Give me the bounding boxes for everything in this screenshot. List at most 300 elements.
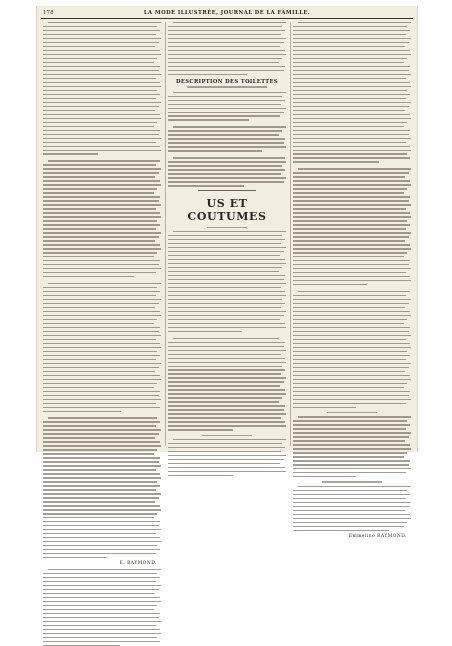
subsection-heading (293, 412, 411, 413)
text-line (43, 200, 159, 201)
text-line (293, 236, 409, 237)
text-line (43, 347, 161, 348)
text-line (43, 192, 154, 193)
text-line (293, 399, 411, 400)
text-line (48, 22, 161, 23)
text-line (43, 180, 160, 181)
text-line (168, 405, 285, 406)
description-text (168, 92, 286, 187)
text-line (168, 451, 281, 452)
text-line (173, 439, 286, 440)
text-line (293, 161, 379, 162)
text-line (43, 621, 161, 622)
article-text (293, 416, 411, 477)
text-line (168, 243, 281, 244)
article-text (43, 22, 161, 558)
text-line (293, 192, 404, 193)
text-line (43, 549, 160, 550)
text-line (293, 383, 407, 384)
text-line (43, 54, 161, 55)
text-line (43, 146, 160, 147)
text-line (43, 240, 155, 241)
text-line (168, 350, 286, 351)
text-line (43, 343, 160, 344)
text-line (43, 545, 157, 546)
text-line (293, 323, 404, 324)
text-line (43, 184, 161, 185)
text-line (168, 30, 285, 31)
text-line (43, 102, 161, 103)
text-line (168, 255, 280, 256)
text-line (293, 522, 407, 523)
text-line (43, 525, 159, 526)
text-line (168, 161, 286, 162)
text-line (293, 184, 411, 185)
text-line (293, 490, 407, 491)
text-line (293, 70, 409, 71)
text-line (293, 150, 411, 151)
text-line (293, 208, 406, 209)
text-line (293, 339, 406, 340)
text-line (293, 232, 411, 233)
text-line (293, 216, 411, 217)
text-line (43, 617, 159, 618)
text-line (168, 247, 286, 248)
text-line (48, 417, 158, 418)
text-line (43, 126, 154, 127)
text-line (168, 409, 284, 410)
text-line (168, 251, 284, 252)
text-line (168, 104, 281, 105)
text-line (293, 502, 411, 503)
text-line (293, 494, 410, 495)
text-line (168, 150, 262, 151)
text-line (293, 363, 411, 364)
text-line (43, 212, 160, 213)
text-line (168, 366, 282, 367)
text-line (43, 441, 160, 442)
text-line (43, 461, 159, 462)
text-line (43, 176, 155, 177)
text-line (168, 373, 281, 374)
text-line (43, 236, 159, 237)
text-line (43, 375, 160, 376)
text-line (168, 38, 286, 39)
text-line (168, 425, 286, 426)
text-line (168, 62, 279, 63)
text-line (298, 416, 411, 417)
text-line (293, 82, 410, 83)
text-line (43, 232, 161, 233)
text-line (43, 339, 156, 340)
text-line (43, 70, 159, 71)
text-line (293, 311, 410, 312)
text-line (168, 50, 285, 51)
text-line (43, 319, 157, 320)
text-line (43, 299, 161, 300)
text-line (293, 375, 410, 376)
text-line (293, 436, 409, 437)
text-line (168, 108, 286, 109)
text-line (293, 248, 411, 249)
text-line (43, 188, 157, 189)
text-line (168, 267, 282, 268)
text-line (43, 425, 156, 426)
text-line (43, 168, 161, 169)
text-line (293, 327, 410, 328)
text-line (168, 235, 282, 236)
text-line (293, 276, 410, 277)
text-line (298, 291, 410, 292)
text-line (293, 176, 405, 177)
text-line (43, 38, 161, 39)
text-line (168, 295, 286, 296)
text-line (168, 467, 285, 468)
text-line (43, 411, 121, 412)
text-line (168, 459, 284, 460)
text-line (43, 106, 159, 107)
journal-title: LA MODE ILLUSTRÉE, JOURNAL DE LA FAMILLE. (143, 10, 311, 16)
text-line (168, 369, 285, 370)
text-line (43, 395, 159, 396)
text-line (43, 513, 157, 514)
text-line (293, 295, 406, 296)
text-line (43, 276, 134, 277)
text-line (293, 212, 410, 213)
text-line (43, 641, 160, 642)
text-line (43, 573, 157, 574)
text-line (293, 395, 409, 396)
text-line (43, 421, 160, 422)
text-line (43, 403, 156, 404)
left-column (43, 22, 161, 566)
text-line (293, 428, 406, 429)
text-line (293, 50, 410, 51)
text-line (168, 397, 282, 398)
text-line (168, 463, 280, 464)
text-line (168, 279, 284, 280)
text-line (43, 605, 157, 606)
text-line (293, 272, 406, 273)
article-text (168, 22, 286, 75)
text-line (168, 443, 282, 444)
text-line (43, 90, 157, 91)
text-line (168, 42, 284, 43)
text-line (293, 260, 410, 261)
text-line (43, 541, 161, 542)
text-line (168, 46, 280, 47)
text-line (43, 557, 107, 558)
text-line (43, 252, 157, 253)
text-line (168, 475, 233, 476)
text-line (168, 362, 286, 363)
text-line (168, 169, 285, 170)
text-line (293, 299, 411, 300)
text-line (43, 58, 157, 59)
text-line (293, 204, 411, 205)
text-line (293, 452, 407, 453)
text-line (43, 489, 156, 490)
text-line (293, 54, 411, 55)
text-line (43, 335, 161, 336)
text-line (293, 196, 410, 197)
text-line (168, 346, 284, 347)
text-line (293, 126, 404, 127)
text-line (168, 455, 286, 456)
text-line (43, 228, 156, 229)
text-line (168, 142, 284, 143)
text-line (43, 287, 157, 288)
text-line (43, 387, 154, 388)
text-line (293, 66, 410, 67)
text-line (43, 172, 159, 173)
section-subtitle-line (168, 86, 286, 87)
text-line (293, 78, 406, 79)
text-line (298, 486, 411, 487)
text-line (168, 112, 284, 113)
text-line (43, 517, 154, 518)
text-line (43, 553, 156, 554)
text-line (43, 311, 160, 312)
text-line (298, 168, 411, 169)
text-line (168, 311, 286, 312)
column-rule (290, 22, 291, 446)
text-line (293, 94, 410, 95)
text-line (293, 134, 409, 135)
text-line (43, 477, 161, 478)
text-line (168, 119, 249, 120)
text-line (43, 601, 161, 602)
text-line (293, 122, 407, 123)
text-line (173, 231, 286, 232)
text-line (293, 420, 407, 421)
text-line (293, 456, 404, 457)
text-line (43, 46, 155, 47)
text-line (43, 204, 161, 205)
text-line (168, 146, 286, 147)
text-line (43, 371, 155, 372)
text-line (43, 613, 160, 614)
text-line (168, 447, 285, 448)
text-line (293, 448, 411, 449)
text-line (293, 315, 411, 316)
text-line (43, 134, 159, 135)
article-text (43, 569, 161, 646)
text-line (48, 283, 161, 284)
text-line (168, 271, 279, 272)
text-line (168, 299, 282, 300)
text-line (168, 26, 282, 27)
text-line (168, 377, 286, 378)
text-line (168, 354, 281, 355)
text-line (293, 472, 406, 473)
text-line (43, 94, 160, 95)
text-line (43, 465, 161, 466)
text-line (43, 264, 159, 265)
text-line (168, 115, 280, 116)
text-line (43, 501, 155, 502)
text-line (293, 444, 410, 445)
text-line (168, 323, 285, 324)
text-line (168, 287, 281, 288)
text-line (43, 138, 161, 139)
text-line (293, 367, 409, 368)
text-line (168, 307, 281, 308)
author-signature: E. RAYMOND. (119, 560, 157, 566)
text-line (43, 86, 161, 87)
text-line (43, 42, 159, 43)
text-line (43, 407, 160, 408)
text-line (43, 355, 160, 356)
article-text (168, 439, 286, 476)
article-text (293, 486, 411, 531)
text-line (43, 351, 157, 352)
text-line (43, 367, 159, 368)
text-line (43, 82, 160, 83)
text-line (43, 497, 159, 498)
text-line (293, 30, 410, 31)
text-line (293, 303, 409, 304)
text-line (43, 78, 156, 79)
text-line (43, 537, 160, 538)
text-line (168, 385, 280, 386)
text-line (293, 244, 410, 245)
text-line (293, 268, 411, 269)
text-line (43, 295, 156, 296)
text-line (43, 391, 160, 392)
text-line (43, 383, 157, 384)
text-line (43, 473, 160, 474)
subsection-heading (168, 227, 286, 228)
text-line (168, 283, 286, 284)
text-line (168, 66, 285, 67)
text-line (293, 335, 411, 336)
text-line (293, 153, 407, 154)
text-line (43, 581, 156, 582)
text-line (293, 110, 405, 111)
text-line (293, 432, 411, 433)
text-line (293, 26, 407, 27)
text-line (293, 403, 406, 404)
text-line (293, 252, 407, 253)
text-line (43, 315, 161, 316)
text-line (168, 358, 285, 359)
text-line (293, 220, 407, 221)
text-line (43, 593, 155, 594)
text-line (43, 589, 159, 590)
text-line (43, 399, 161, 400)
text-line (43, 62, 154, 63)
text-line (43, 429, 161, 430)
text-line (168, 381, 284, 382)
running-head (41, 8, 413, 18)
text-line (293, 38, 411, 39)
text-line (168, 342, 285, 343)
text-line (43, 30, 160, 31)
text-line (168, 74, 247, 75)
text-line (43, 26, 157, 27)
text-line (43, 110, 155, 111)
text-line (293, 307, 405, 308)
text-line (43, 164, 156, 165)
text-line (293, 62, 404, 63)
author-signature: Emmeline RAYMOND. (348, 533, 407, 539)
text-line (293, 526, 404, 527)
text-line (173, 126, 286, 127)
text-line (293, 74, 411, 75)
text-line (168, 173, 281, 174)
text-line (293, 407, 356, 408)
text-line (293, 343, 410, 344)
text-line (43, 363, 161, 364)
text-line (293, 319, 407, 320)
text-line (168, 138, 285, 139)
text-line (293, 424, 410, 425)
text-line (43, 469, 156, 470)
text-line (293, 228, 406, 229)
text-line (293, 130, 410, 131)
text-line (293, 118, 411, 119)
text-line (168, 259, 285, 260)
text-line (173, 92, 286, 93)
text-line (43, 629, 160, 630)
text-line (43, 585, 161, 586)
middle-column (168, 22, 286, 448)
text-line (43, 260, 160, 261)
text-line (293, 146, 410, 147)
text-line (168, 429, 233, 430)
text-line (43, 122, 157, 123)
text-line (168, 185, 244, 186)
text-line (168, 421, 285, 422)
text-line (298, 22, 411, 23)
text-line (168, 417, 281, 418)
text-line (168, 401, 279, 402)
text-line (43, 244, 160, 245)
text-line (293, 106, 409, 107)
text-line (43, 323, 154, 324)
section-rule (198, 190, 256, 191)
text-line (168, 331, 242, 332)
text-line (293, 224, 410, 225)
text-line (293, 468, 411, 469)
text-line (168, 389, 285, 390)
text-line (293, 172, 409, 173)
text-line (43, 268, 161, 269)
text-line (293, 510, 405, 511)
article-text (293, 22, 411, 408)
text-line (43, 130, 160, 131)
text-line (43, 303, 159, 304)
text-line (43, 331, 159, 332)
text-line (43, 533, 156, 534)
text-line (293, 476, 356, 477)
text-line (43, 196, 160, 197)
text-line (43, 291, 160, 292)
text-line (168, 291, 285, 292)
text-line (168, 58, 282, 59)
right-column (293, 22, 411, 539)
text-line (293, 58, 407, 59)
text-line (293, 387, 404, 388)
text-line (43, 493, 161, 494)
text-line (43, 208, 156, 209)
text-line (293, 498, 406, 499)
text-line (43, 220, 157, 221)
text-line (43, 34, 156, 35)
text-line (168, 315, 284, 316)
text-line (168, 263, 286, 264)
